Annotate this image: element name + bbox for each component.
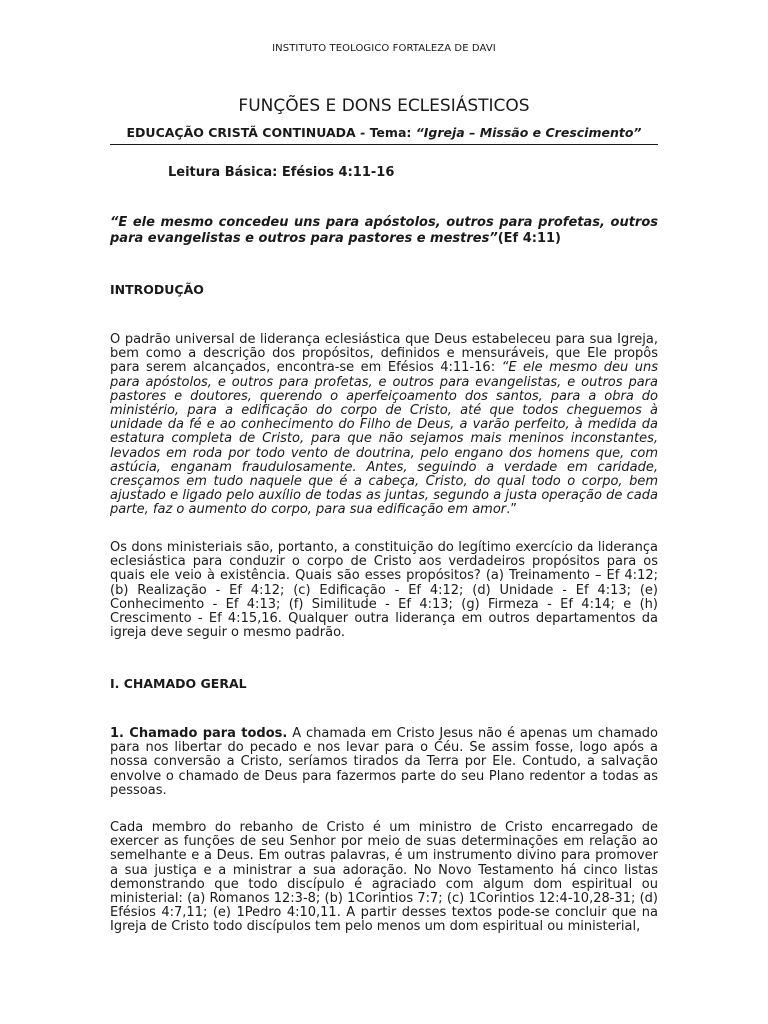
key-verse-text: “E ele mesmo concedeu uns para apóstolos, outros para profetas, outros para evangelistas e outros para pastores e mestres” bbox=[110, 215, 658, 246]
section1-p1-lead: 1. Chamado para todos. bbox=[110, 726, 288, 741]
subtitle-prefix: EDUCAÇÃO CRISTÃ CONTINUADA - Tema: bbox=[126, 125, 416, 140]
intro-p1-quote: “E ele mesmo deu uns para apóstolos, e outros para profetas, e outros para evangelistas, e outros para pastores e doutores, querendo o aperfeiçoamento dos santos, para a obra do ministério, para a edificação do corpo de Cristo, até que todos cheguemos à unidade da fé e ao conhecimento do Filho de Deus, a varão perfeito, à medida da estatura completa de Cristo, para que não sejamos mais meninos inconstantes, levados em roda por todo vento de doutrina, pelo engano dos homens que, com astúcia, enganam fraudulosamente. Antes, seguindo a verdade em caridade, cresçamos em tudo naquele que é a cabeça, Cristo, do qual todo o corpo, bem ajustado e ligado pelo auxílio de todas as juntas, segundo a justa operação de cada parte, faz o aumento do corpo, para sua edificação em amor bbox=[110, 360, 658, 518]
key-verse bbox=[110, 215, 658, 247]
section1-paragraph-1 bbox=[110, 727, 658, 798]
subtitle-theme: “Igreja – Missão e Crescimento” bbox=[415, 125, 642, 140]
document-title: FUNÇÕES E DONS ECLESIÁSTICOS bbox=[238, 96, 530, 116]
basic-reading: Leitura Básica: Efésios 4:11-16 bbox=[168, 165, 395, 180]
intro-heading: INTRODUÇÃO bbox=[110, 282, 204, 297]
intro-paragraph-1 bbox=[110, 333, 658, 518]
section1-paragraph-2: Cada membro do rebanho de Cristo é um ministro de Cristo encarregado de exercer as funções de seu Senhor por meio de suas determinações em relação ao semelhante e a Deus. Em outras palavras, é um instrumento divino para promover a sua justiça e a ministrar a sua adoração. No Novo Testamento há cinco listas demonstrando que todo discípulo é agraciado com algum dom espiritual ou ministerial: (a) Romanos 12:3-8; (b) 1Corintios 7:7; (c) 1Corintios 12:4-10,28-31; (d) Efésios 4:7,11; (e) 1Pedro 4:10,11. A partir desses textos pode-se concluir que na Igreja de Cristo todo discípulos tem pelo menos um dom espiritual ou ministerial, bbox=[110, 820, 658, 935]
intro-paragraph-2: Os dons ministeriais são, portanto, a constituição do legítimo exercício da liderança eclesiástica para conduzir o corpo de Cristo aos verdadeiros propósitos para os quais ele veio à existência. Quais são esses propósitos? (a) Treinamento – Ef 4:12; (b) Realização - Ef 4:12; (c) Edificação - Ef 4:12; (d) Unidade - Ef 4:13; (e) Conhecimento - Ef 4:13; (f) Similitude - Ef 4:13; (g) Firmeza - Ef 4:14; e (h) Crescimento - Ef 4:15,16. Qualquer outra liderança em outros departamentos da igreja deve seguir o mesmo padrão. bbox=[110, 540, 658, 641]
institution-header: INSTITUTO TEOLOGICO FORTALEZA DE DAVI bbox=[272, 43, 496, 54]
section1-heading: I. CHAMADO GERAL bbox=[110, 676, 247, 691]
intro-p1-start: O padrão universal de liderança eclesiástica que Deus estabeleceu para sua Igreja, bem como a descrição dos propósitos, definidos e mensuráveis, que Ele propôs para serem alcançados, encontra-se em Efésios 4:11-16: bbox=[110, 332, 658, 376]
key-verse-ref: (Ef 4:11) bbox=[497, 231, 561, 246]
intro-p1-end: .” bbox=[506, 502, 517, 518]
section1-p1-text: A chamada em Cristo Jesus não é apenas um chamado para nos libertar do pecado e nos levar para o Céu. Se assim fosse, logo após a nossa conversão a Cristo, seríamos tirados da Terra por Ele. Contudo, a salvação envolve o chamado de Deus para fazermos parte do seu Plano redentor a todas as pessoas. bbox=[110, 726, 658, 798]
document-subtitle bbox=[110, 125, 658, 145]
